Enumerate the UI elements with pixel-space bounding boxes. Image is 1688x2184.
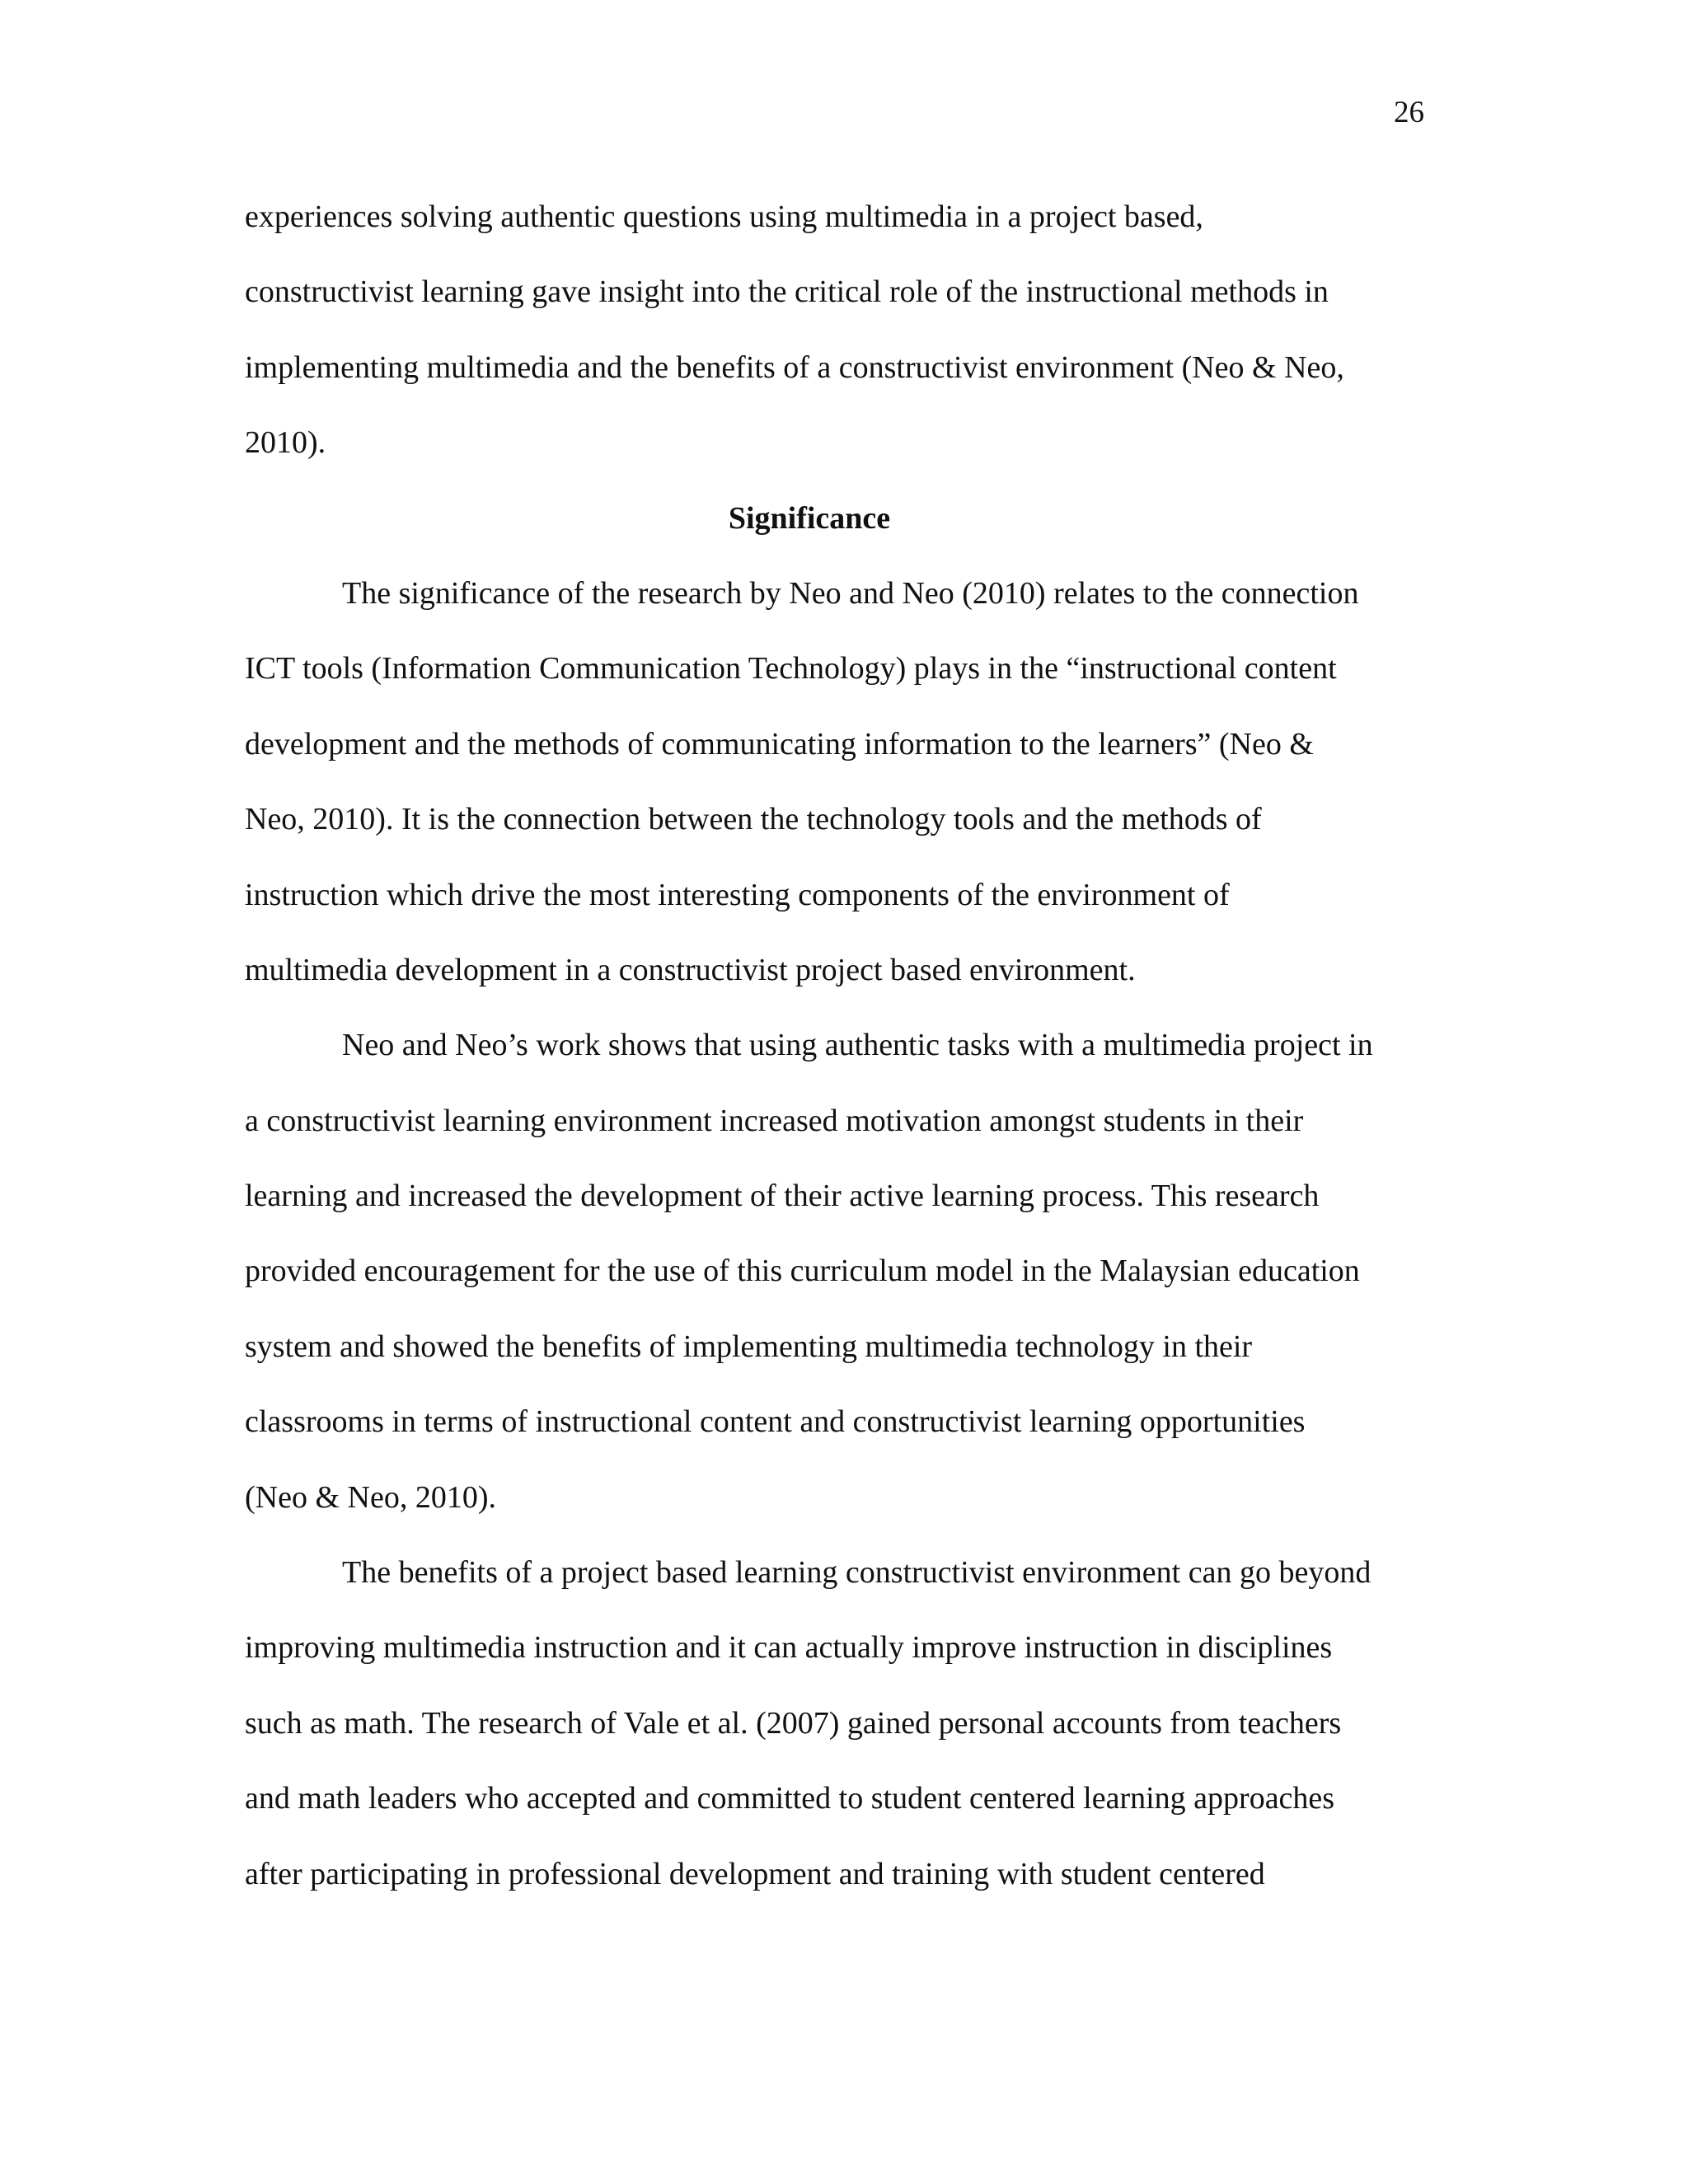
paragraph-neo-work <box>245 1016 1432 1544</box>
section-heading: Significance <box>728 500 891 536</box>
text-line: learning and increased the development of their active learning process. This research <box>245 1179 1320 1214</box>
paragraph-benefits <box>245 1544 1432 1920</box>
text-line: such as math. The research of Vale et al. (2007) gained personal accounts from teachers <box>245 1705 1342 1741</box>
text-line: experiences solving authentic questions using multimedia in a project based, <box>245 199 1203 234</box>
text-line: constructivist learning gave insight into the critical role of the instructional methods in <box>245 274 1329 310</box>
text-line: The benefits of a project based learning constructivist environment can go beyond <box>342 1555 1372 1591</box>
text-line: Neo, 2010). It is the connection between the technology tools and the methods of <box>245 802 1262 837</box>
text-line: instruction which drive the most interesting components of the environment of <box>245 877 1230 912</box>
text-line: Neo and Neo’s work shows that using authentic tasks with a multimedia project in <box>342 1028 1373 1063</box>
text-line: provided encouragement for the use of this curriculum model in the Malaysian education <box>245 1254 1360 1289</box>
text-line: 2010). <box>245 425 326 461</box>
text-line: after participating in professional development and training with student centered <box>245 1856 1265 1891</box>
text-line: implementing multimedia and the benefits of a constructivist environment (Neo & Neo, <box>245 349 1344 385</box>
text-line: ICT tools (Information Communication Technology) plays in the “instructional content <box>245 651 1337 687</box>
text-line: a constructivist learning environment increased motivation amongst students in their <box>245 1103 1304 1138</box>
text-line: improving multimedia instruction and it can actually improve instruction in disciplines <box>245 1630 1333 1666</box>
text-line: (Neo & Neo, 2010). <box>245 1479 496 1515</box>
text-line: The significance of the research by Neo and Neo (2010) relates to the connection <box>342 575 1359 611</box>
text-line: and math leaders who accepted and committed to student centered learning approaches <box>245 1781 1335 1816</box>
text-line: classrooms in terms of instructional content and constructivist learning opportunities <box>245 1404 1306 1440</box>
page-number: 26 <box>1394 96 1424 129</box>
document-body <box>245 188 1432 1920</box>
paragraph-continuation <box>245 188 1432 490</box>
text-line: development and the methods of communicating information to the learners” (Neo & <box>245 726 1314 762</box>
text-line: multimedia development in a constructivist project based environment. <box>245 952 1136 987</box>
paragraph-significance <box>245 565 1432 1016</box>
text-line: system and showed the benefits of implementing multimedia technology in their <box>245 1329 1253 1364</box>
